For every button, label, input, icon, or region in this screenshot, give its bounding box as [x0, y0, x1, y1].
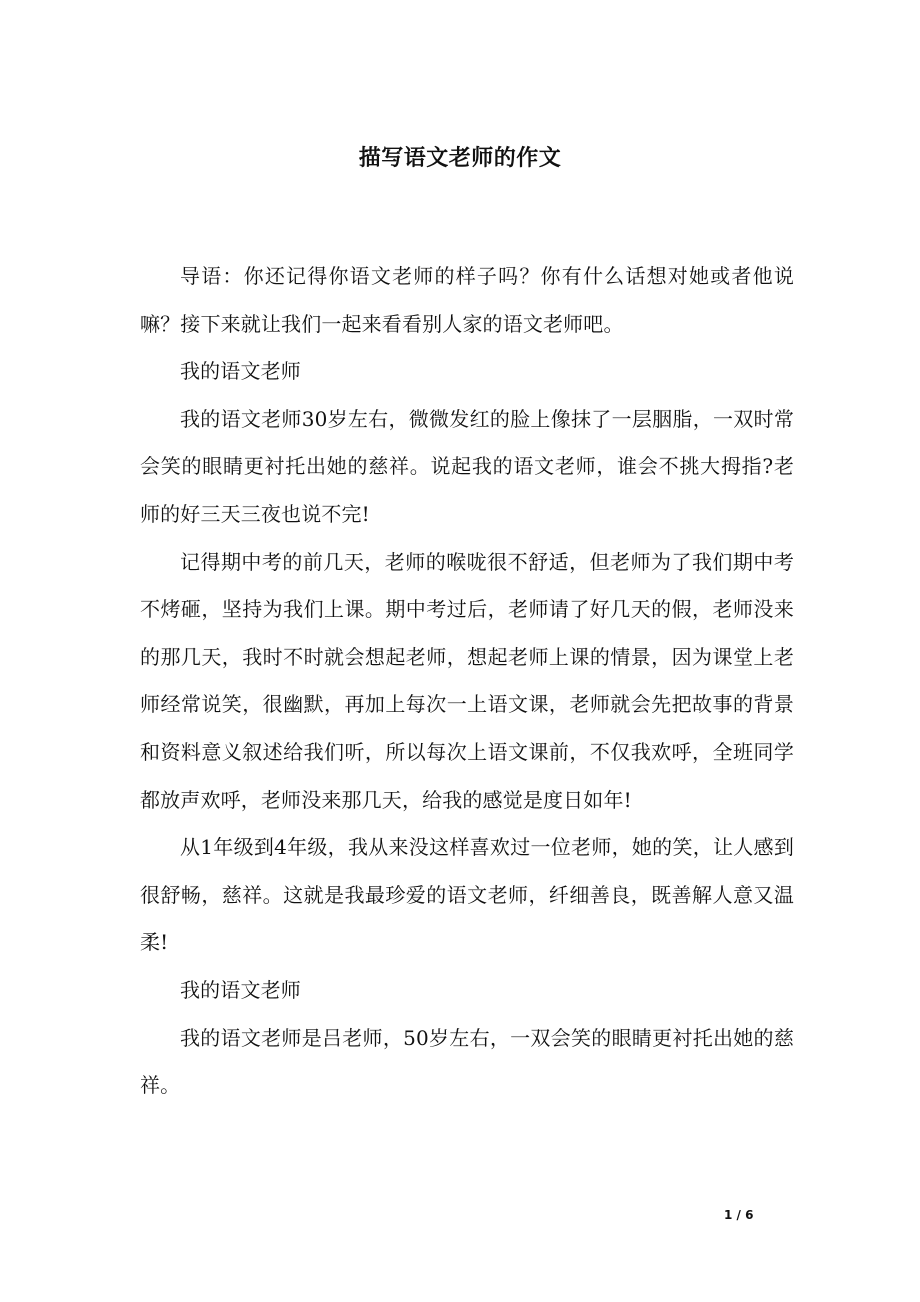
section-heading: 我的语文老师	[180, 359, 301, 384]
page-number: 1 / 6	[724, 1208, 754, 1222]
body-paragraph: 我的语文老师30岁左右，微微发红的脸上像抹了一层胭脂，一双时常会笑的眼睛更衬托出她的慈祥。说起我的语文老师，谁会不挑大拇指?老师的好三天三夜也说不完!	[140, 406, 794, 526]
body-paragraph: 从1年级到4年级，我从来没这样喜欢过一位老师，她的笑，让人感到很舒畅，慈祥。这就是我最珍爱的语文老师，纤细善良，既善解人意又温柔!	[140, 835, 794, 955]
document-title: 描写语文老师的作文	[358, 145, 562, 171]
intro-paragraph: 导语：你还记得你语文老师的样子吗？你有什么话想对她或者他说嘛？接下来就让我们一起来看看别人家的语文老师吧。	[140, 264, 794, 336]
document-body	[140, 253, 794, 1110]
section-heading: 我的语文老师	[180, 977, 301, 1002]
body-paragraph: 我的语文老师是吕老师，50岁左右，一双会笑的眼睛更衬托出她的慈祥。	[140, 1025, 794, 1098]
body-paragraph: 记得期中考的前几天，老师的喉咙很不舒适，但老师为了我们期中考不烤砸，坚持为我们上课。期中考过后，老师请了好几天的假，老师没来的那几天，我时不时就会想起老师，想起老师上课的情景，因为课堂上老师经常说笑，很幽默，再加上每次一上语文课，老师就会先把故事的背景和资料意义叙述给我们听，所以每次上语文课前，不仅我欢呼，全班同学都放声欢呼，老师没来那几天，给我的感觉是度日如年!	[140, 549, 794, 812]
